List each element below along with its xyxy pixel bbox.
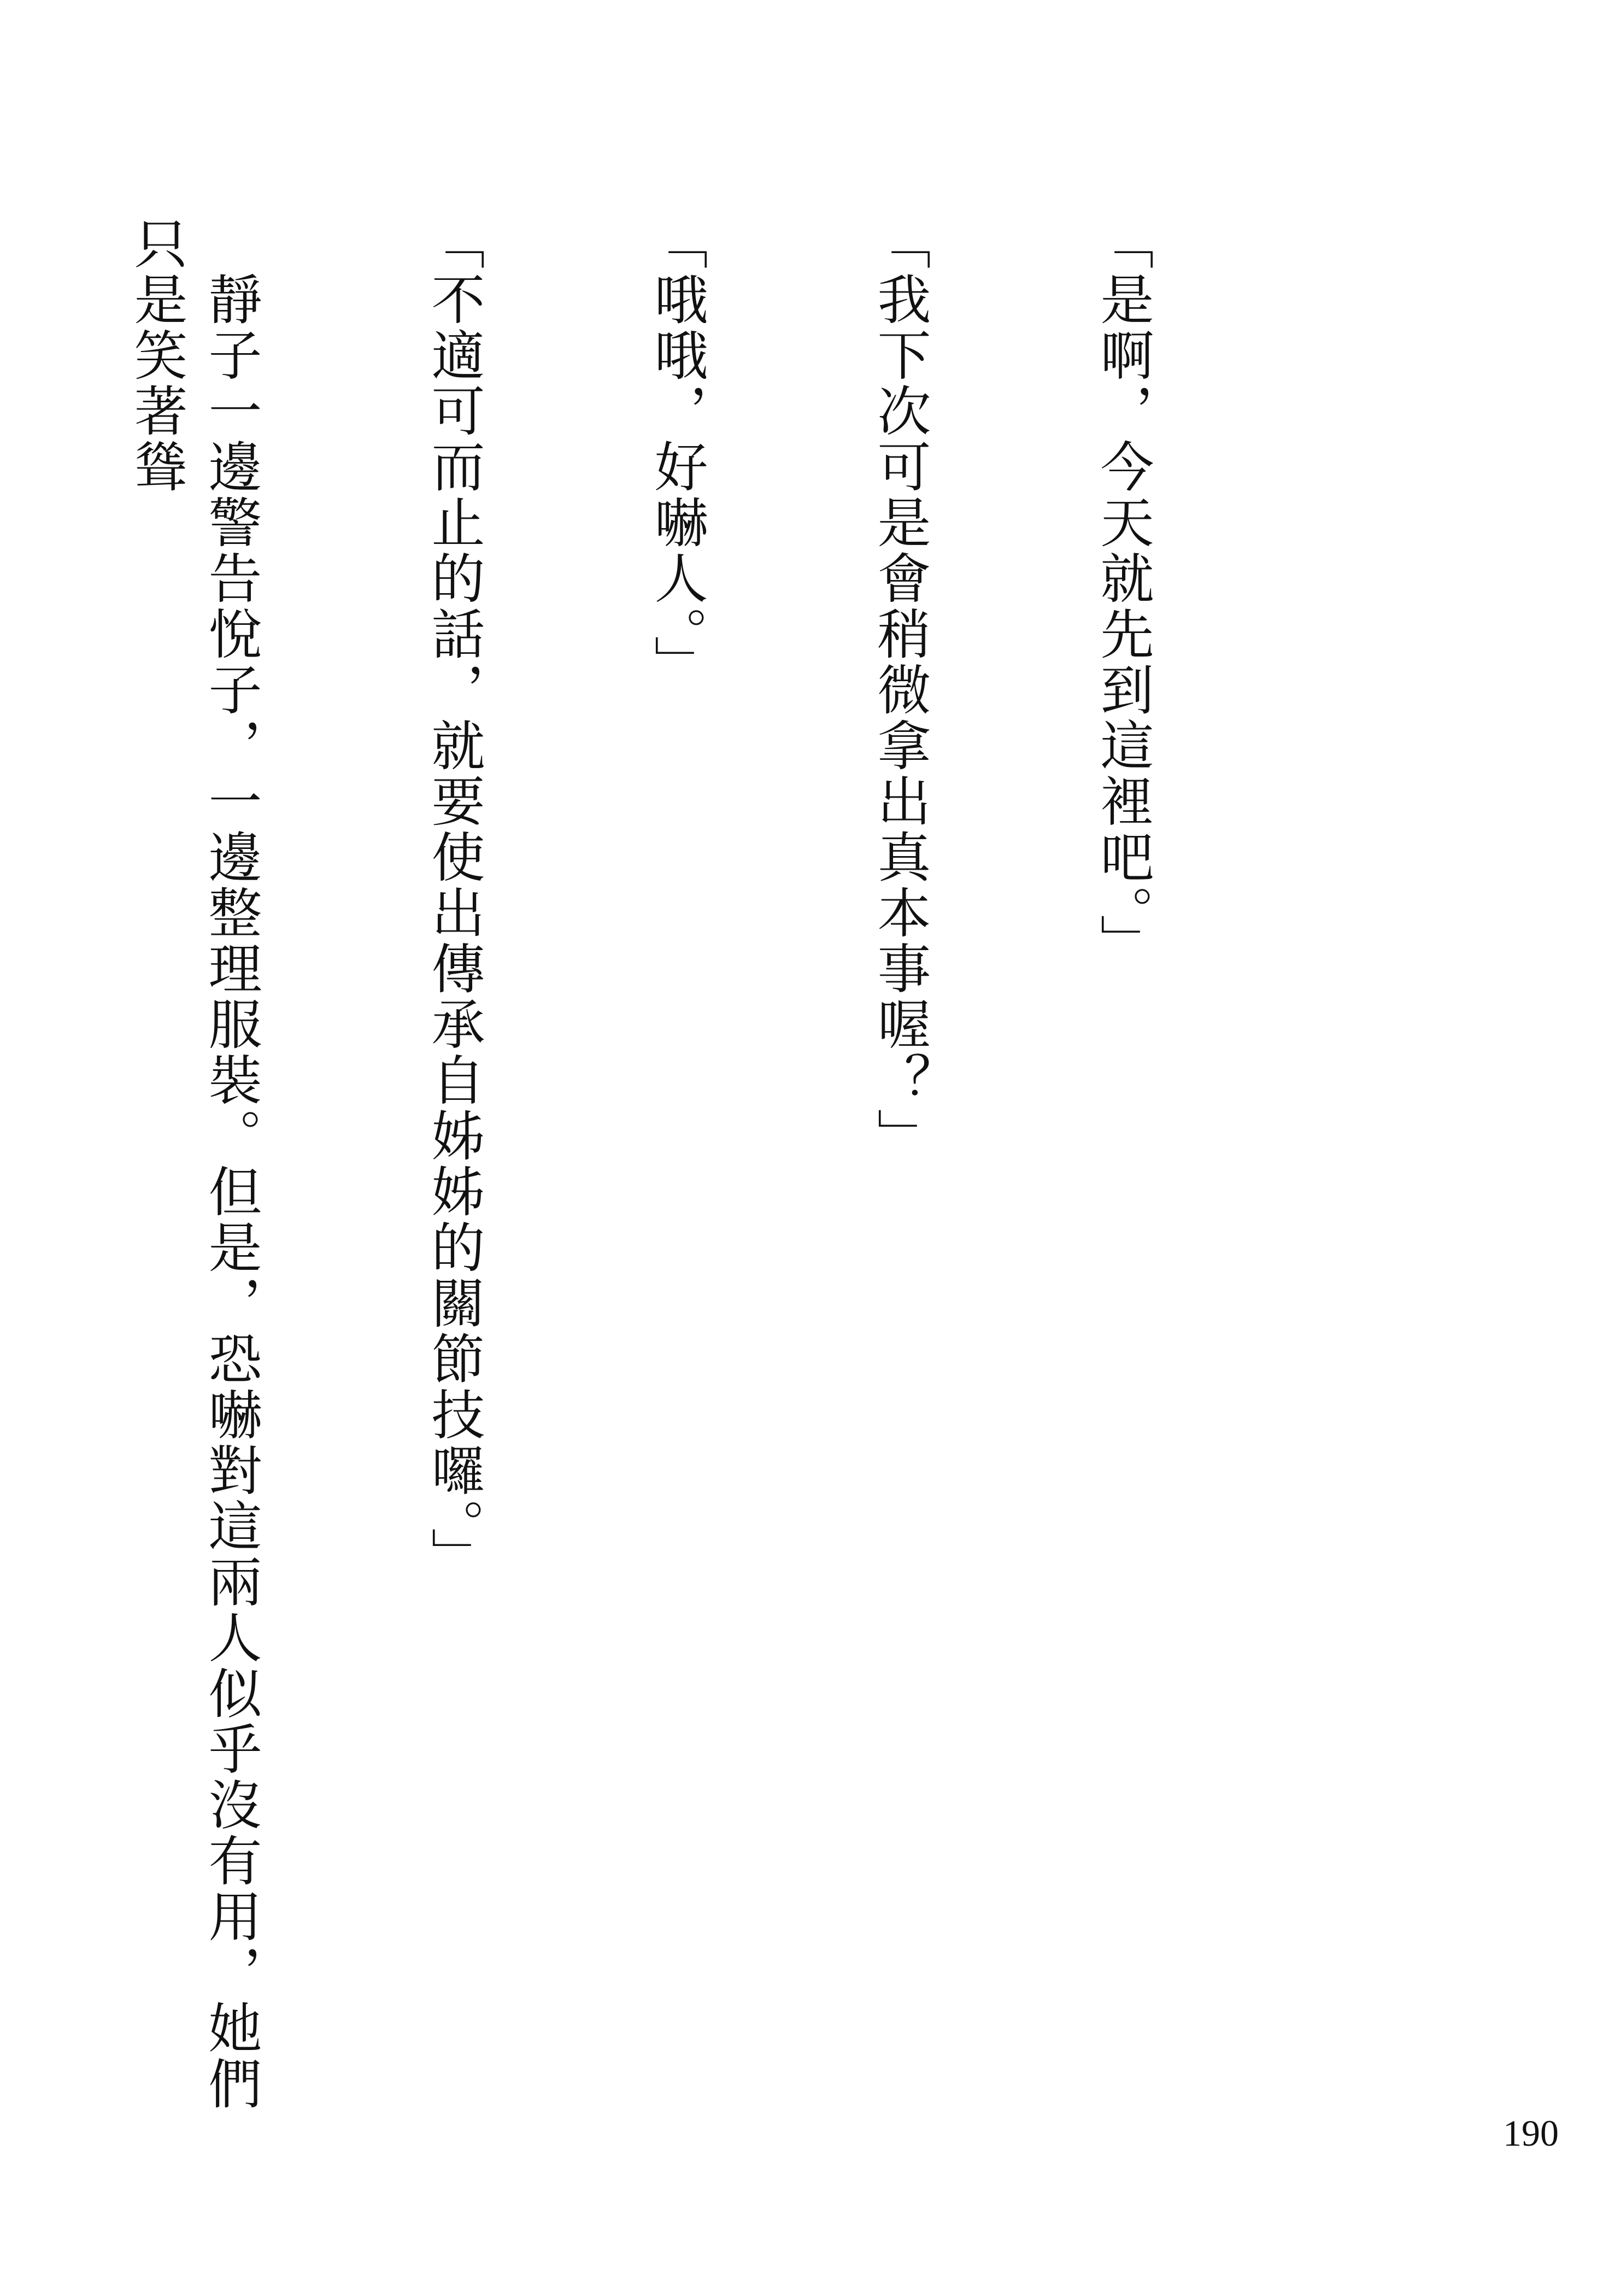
text-line: 「我下次可是會稍微拿出真本事喔？」 [868, 216, 931, 1164]
text-line: 「哦哦，好嚇人。」 [645, 216, 708, 691]
page-number: 190 [1503, 2112, 1559, 2154]
vertical-text-body [0, 216, 1308, 2113]
text-line: 靜子一邊警告悅子，一邊整理服裝。但是，恐嚇對這兩人似乎沒有用，她們只是笑著聳 [125, 216, 262, 2112]
text-line: 「不適可而止的話，就要使出傳承自姊姊的關節技囉。」 [422, 216, 485, 1583]
text-line: 「是啊，今天就先到這裡吧。」 [1091, 216, 1154, 970]
